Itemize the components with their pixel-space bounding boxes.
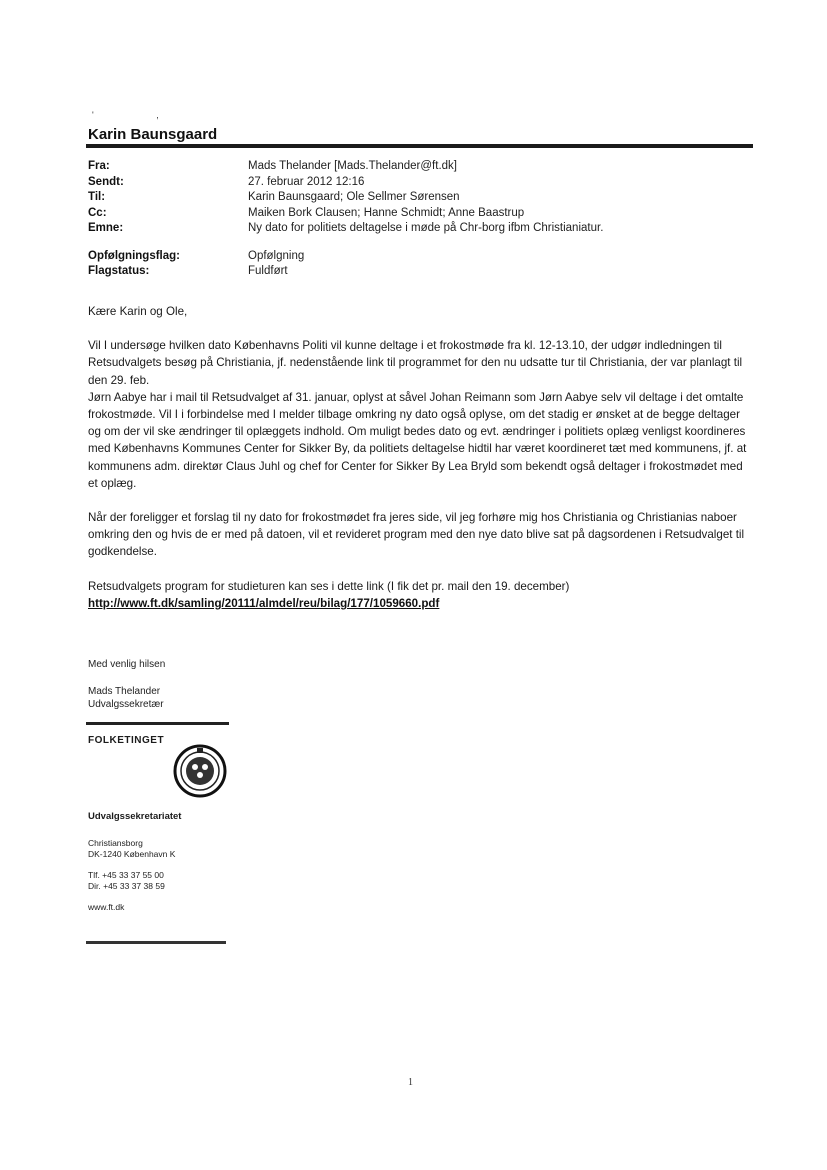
email-body: [88, 303, 753, 612]
field-value: Karin Baunsgaard; Ole Sellmer Sørensen: [248, 191, 460, 203]
address-line: Christiansborg: [88, 838, 143, 848]
field-to: [88, 191, 748, 207]
greeting: Kære Karin og Ole,: [88, 305, 188, 318]
field-sent: [88, 176, 748, 192]
contact-block: [88, 838, 175, 913]
body-paragraph: Vil I undersøge hvilken dato Københavns Politi vil kunne deltage i et frokostmøde fra kl. 12-13.10, der udgør indledningen til Retsudvalgets besøg på Christiania, jf. nedenstående link til programmet for den nu udsatte tur til Christiania, der var planlagt til den 29. feb.: [88, 339, 743, 387]
program-link[interactable]: http://www.ft.dk/samling/20111/almdel/reu/bilag/177/1059660.pdf: [88, 596, 440, 610]
signature-divider: [86, 722, 229, 725]
field-value: Fuldført: [248, 265, 288, 277]
signature-end-divider: [86, 941, 226, 944]
field-label: Fra:: [88, 160, 110, 172]
direct-phone: Dir. +45 33 37 38 59: [88, 881, 165, 891]
field-label: Cc:: [88, 206, 107, 219]
field-flag-status: [88, 265, 748, 281]
field-value: Maiken Bork Clausen; Hanne Schmidt; Anne Baastrup: [248, 206, 525, 219]
email-header: [88, 160, 748, 281]
field-subject: [88, 222, 748, 238]
org-name: FOLKETINGET: [88, 735, 165, 746]
website: www.ft.dk: [88, 902, 125, 912]
field-from: [88, 160, 748, 176]
address-line: DK-1240 København K: [88, 849, 176, 859]
body-paragraph: Jørn Aabye har i mail til Retsudvalget af 31. januar, oplyst at såvel Johan Reimann som Jørn Aabye selv vil deltage i det omtalte frokostmøde. Vil I i forbindelse med I melder tilbage omkring ny dato også oplyse, om det stadig er ønsket at de begge deltager og om der vil ske ændringer til oplæggets indhold. Om muligt bedes dato og evt. ændringer i politiets oplæg venligst koordineres med Københavns Kommunes Center for Sikker By, da politiets deltagelse hidtil har været koordineret tæt med kommunens, jf. at kommunens adm. direktør Claus Juhl og chef for Center for Sikker By Lea Bryld som bekendt også deltager i frokostmødet med et oplæg.: [88, 390, 747, 490]
body-paragraph: Når der foreligger et forslag til ny dato for frokostmødet fra jeres side, vil jeg forhøre mig hos Christiania og Christianias naboer omkring den og hvis de er med på datoen, vil et revideret program med den nye dato blive sat på dagsordenen i Retsudvalget til godkendelse.: [88, 511, 745, 559]
department: Udvalgssekretariatet: [88, 811, 182, 822]
field-value: 27. februar 2012 12:16: [248, 175, 365, 188]
closing: Med venlig hilsen: [88, 659, 166, 670]
field-value: Ny dato for politiets deltagelse i møde på Chr-borg ifbm Christianiatur.: [248, 222, 604, 234]
mailbox-owner: Karin Baunsgaard: [88, 126, 218, 143]
sender-name: Mads Thelander: [88, 686, 161, 697]
field-cc: [88, 207, 748, 223]
folketinget-seal-icon: [173, 744, 227, 798]
header-marks: ' ,: [92, 110, 189, 120]
field-value: Opfølgning: [248, 249, 305, 262]
field-value: Mads Thelander [Mads.Thelander@ft.dk]: [248, 160, 457, 172]
field-label: Til:: [88, 191, 106, 203]
signature: [88, 658, 165, 711]
owner-divider: [86, 144, 753, 148]
field-label: Opfølgningsflag:: [88, 249, 180, 262]
field-followup-flag: [88, 250, 748, 266]
field-label: Sendt:: [88, 175, 124, 188]
sender-title: Udvalgssekretær: [88, 699, 164, 710]
field-label: Emne:: [88, 222, 124, 234]
body-paragraph: Retsudvalgets program for studieturen kan ses i dette link (I fik det pr. mail den 19. december): [88, 579, 570, 593]
field-label: Flagstatus:: [88, 265, 150, 277]
page-number: 1: [408, 1077, 413, 1088]
phone: Tlf. +45 33 37 55 00: [88, 870, 164, 880]
